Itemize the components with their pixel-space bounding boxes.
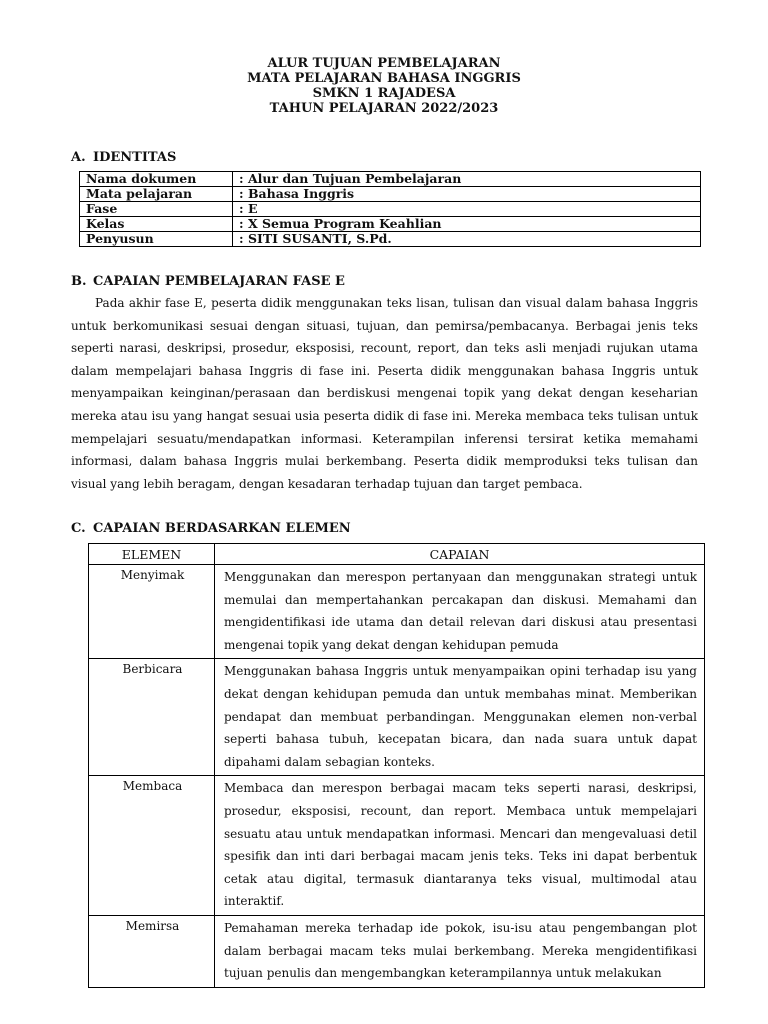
header-subject: MATA PELAJARAN BAHASA INGGRIS [247, 71, 521, 86]
table-row [89, 915, 705, 987]
capaian-paragraph: Pada akhir fase E, peserta didik menggunakan teks lisan, tulisan dan visual dalam bahasa Inggris untuk berkomunikasi sesuai dengan situasi, tujuan, dan pemirsa/pembacanya. Berbagai jenis teks seperti narasi, deskripsi, prosedur, eksposisi, recount, report, dan teks asli menjadi rujukan utama dalam mempelajari bahasa Inggris di fase ini. Peserta didik menggunakan bahasa Inggris untuk menyampaikan keinginan/perasaan dan berdiskusi mengenai topik yang dekat dengan keseharian mereka atau isu yang hangat sesuai usia peserta didik di fase ini. Mereka membaca teks tulisan untuk mempelajari sesuatu/mendapatkan informasi. Keterampilan inferensi tersirat ketika memahami informasi, dalam bahasa Inggris mulai berkembang. Peserta didik memproduksi teks tulisan dan visual yang lebih beragam, dengan kesadaran terhadap tujuan dan target pembaca. [71, 296, 698, 491]
section-c-title: CAPAIAN BERDASARKAN ELEMEN [93, 521, 351, 536]
document-header [0, 56, 768, 116]
section-a-title: IDENTITAS [93, 150, 177, 165]
identitas-label: Fase [80, 202, 233, 217]
table-row [89, 565, 705, 659]
capaian-cell: Menggunakan dan merespon pertanyaan dan menggunakan strategi untuk memulai dan mempertahankan percakapan dan diskusi. Memahami dan mengidentifikasi ide utama dan detail relevan dari diskusi atau presentasi mengenai topik yang dekat dengan kehidupan pemuda [215, 565, 705, 659]
elemen-cell: Berbicara [89, 659, 215, 776]
column-header-elemen: ELEMEN [89, 544, 215, 565]
section-b-number: B. [71, 274, 87, 289]
section-a-heading [71, 150, 176, 165]
identitas-value: : Bahasa Inggris [233, 187, 701, 202]
elemen-cell: Memirsa [89, 915, 215, 987]
section-a-number: A. [71, 150, 86, 165]
table-row [80, 232, 701, 247]
elemen-cell: Membaca [89, 776, 215, 916]
elemen-cell: Menyimak [89, 565, 215, 659]
identitas-label: Kelas [80, 217, 233, 232]
header-school: SMKN 1 RAJADESA [312, 86, 456, 101]
identitas-label: Penyusun [80, 232, 233, 247]
section-c-number: C. [71, 521, 86, 536]
capaian-cell: Pemahaman mereka terhadap ide pokok, isu-isu atau pengembangan plot dalam berbagai macam teks mulai berkembang. Mereka mengidentifikasi tujuan penulis dan mengembangkan keterampilannya untuk melakukan [215, 915, 705, 987]
section-b-title: CAPAIAN PEMBELAJARAN FASE E [93, 274, 345, 289]
section-b-heading [71, 274, 345, 289]
header-year: TAHUN PELAJARAN 2022/2023 [269, 101, 499, 116]
section-c-heading [71, 521, 351, 536]
table-header-row [89, 544, 705, 565]
table-row [80, 172, 701, 187]
table-row [89, 776, 705, 916]
table-row [80, 217, 701, 232]
capaian-paragraph-block [71, 292, 698, 495]
identitas-value: : X Semua Program Keahlian [233, 217, 701, 232]
header-title: ALUR TUJUAN PEMBELAJARAN [267, 56, 501, 71]
elemen-table [88, 543, 705, 988]
identitas-value: : Alur dan Tujuan Pembelajaran [233, 172, 701, 187]
identitas-value: : SITI SUSANTI, S.Pd. [233, 232, 701, 247]
capaian-cell: Membaca dan merespon berbagai macam teks seperti narasi, deskripsi, prosedur, eksposisi, recount, dan report. Membaca untuk mempelajari sesuatu atau untuk mendapatkan informasi. Mencari dan mengevaluasi detil spesifik dan inti dari berbagai macam jenis teks. Teks ini dapat berbentuk cetak atau digital, termasuk diantaranya teks visual, multimodal atau interaktif. [215, 776, 705, 916]
identitas-table [79, 171, 701, 247]
capaian-cell: Menggunakan bahasa Inggris untuk menyampaikan opini terhadap isu yang dekat dengan kehidupan pemuda dan untuk membahas minat. Memberikan pendapat dan membuat perbandingan. Menggunakan elemen non-verbal seperti bahasa tubuh, kecepatan bicara, dan nada suara untuk dapat dipahami dalam sebagian konteks. [215, 659, 705, 776]
identitas-value: : E [233, 202, 701, 217]
column-header-capaian: CAPAIAN [215, 544, 705, 565]
table-row [89, 659, 705, 776]
identitas-label: Mata pelajaran [80, 187, 233, 202]
table-row [80, 202, 701, 217]
table-row [80, 187, 701, 202]
identitas-label: Nama dokumen [80, 172, 233, 187]
